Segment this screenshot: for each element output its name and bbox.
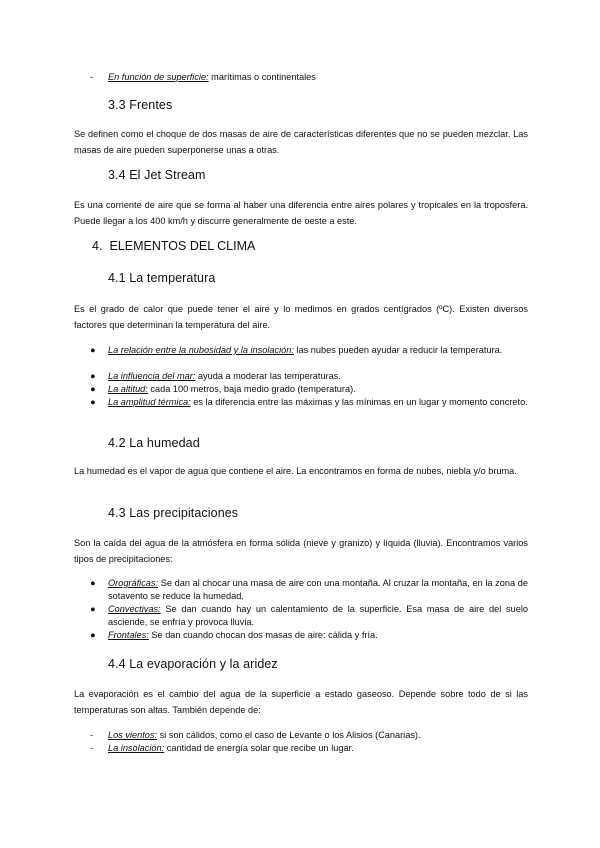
- paragraph-temperatura: Es el grado de calor que puede tener el aire y lo medimos en grados centígrados (ºC). Existen diversos factores que determinan la temperatura del aire.: [74, 304, 528, 330]
- bullet-marker: ●: [90, 397, 96, 407]
- list-item-text: las nubes pueden ayudar a reducir la temperatura.: [293, 345, 503, 355]
- chapter-number: 4.: [92, 239, 103, 253]
- list-item-term: La altitud:: [108, 384, 148, 394]
- list-item-term: Orográficas:: [108, 578, 159, 588]
- list-item-term: En función de superficie:: [108, 72, 209, 82]
- section-heading-humedad: 4.2 La humedad: [108, 436, 200, 450]
- list-item: [108, 370, 528, 383]
- list-item: [108, 729, 528, 742]
- bullet-marker: ●: [90, 578, 96, 588]
- section-heading-frentes: 3.3 Frentes: [108, 98, 173, 112]
- list-item: [108, 383, 528, 396]
- paragraph-humedad: La humedad es el vapor de agua que contiene el aire. La encontramos en forma de nubes, niebla y/o bruma.: [74, 466, 517, 476]
- chapter-heading: [92, 239, 255, 253]
- list-item-text: Se dan cuando chocan dos masas de aire: cálida y fría.: [148, 630, 378, 640]
- bullet-marker: ●: [90, 345, 96, 355]
- chapter-title: ELEMENTOS DEL CLIMA: [109, 239, 256, 253]
- list-item-term: La relación entre la nubosidad y la insolación:: [108, 345, 294, 355]
- list-item: [108, 629, 528, 642]
- bullet-marker: ●: [90, 604, 96, 614]
- bullet-marker: ●: [90, 630, 96, 640]
- section-heading-jet-stream: 3.4 El Jet Stream: [108, 168, 206, 182]
- dash-marker: -: [90, 730, 94, 740]
- list-item-text: ayuda a moderar las temperaturas.: [195, 371, 341, 381]
- paragraph-precipitaciones: Son la caída del agua de la atmósfera en forma sólida (nieve y granizo) y líquida (lluvia). Encontramos varios tipos de precipitaciones:: [74, 538, 528, 564]
- bullet-marker: ●: [90, 384, 96, 394]
- section-heading-evaporacion: 4.4 La evaporación y la aridez: [108, 657, 278, 671]
- paragraph-jet-stream: Es una corriente de aire que se forma al haber una diferencia entre aires polares y tropicales en la troposfera. Puede llegar a los 400 km/h y discurre generalmente de oeste a este.: [74, 200, 528, 226]
- section-heading-precipitaciones: 4.3 Las precipitaciones: [108, 506, 239, 520]
- list-item-term: La insolación:: [108, 743, 165, 753]
- list-item-term: La influencia del mar:: [108, 371, 196, 381]
- list-item-term: Convectivas:: [108, 604, 161, 614]
- list-item-text: cantidad de energía solar que recibe un lugar.: [164, 743, 354, 753]
- list-item: [108, 603, 528, 629]
- dash-marker: -: [90, 72, 94, 82]
- list-item: [108, 577, 528, 603]
- list-item-text: es la diferencia entre las máximas y las mínimas en un lugar y momento concreto.: [190, 397, 528, 407]
- section-heading-temperatura: 4.1 La temperatura: [108, 271, 216, 285]
- list-item-text: Se dan cuando hay un calentamiento de la superficie. Esa masa de aire del suelo asciende, se enfría y provoca lluvia.: [108, 604, 528, 627]
- list-item-text: Se dan al chocar una masa de aire con una montaña. Al cruzar la montaña, en la zona de sotavento se reduce la humedad.: [108, 578, 528, 601]
- list-item: [108, 344, 528, 357]
- list-item-text: cada 100 metros, baja medio grado (temperatura).: [147, 384, 356, 394]
- bullet-marker: ●: [90, 371, 96, 381]
- dash-marker: -: [90, 743, 94, 753]
- list-item-text: marítimas o continentales: [208, 72, 316, 82]
- list-item-text: si son cálidos, como el caso de Levante o los Alisios (Canarias).: [157, 730, 421, 740]
- list-item-term: Frontales:: [108, 630, 149, 640]
- list-item-term: Los vientos:: [108, 730, 158, 740]
- paragraph-evaporacion: La evaporación es el cambio del agua de la superficie a estado gaseoso. Depende sobre todo de si las temperaturas son altas. También depende de:: [74, 689, 528, 715]
- list-item-term: La amplitud térmica:: [108, 397, 191, 407]
- list-item: [108, 396, 528, 409]
- list-item: [108, 742, 528, 755]
- list-item: [108, 71, 528, 84]
- paragraph-frentes: Se definen como el choque de dos masas de aire de características diferentes que no se pueden mezclar. Las masas de aire pueden superponerse unas a otras.: [74, 129, 528, 155]
